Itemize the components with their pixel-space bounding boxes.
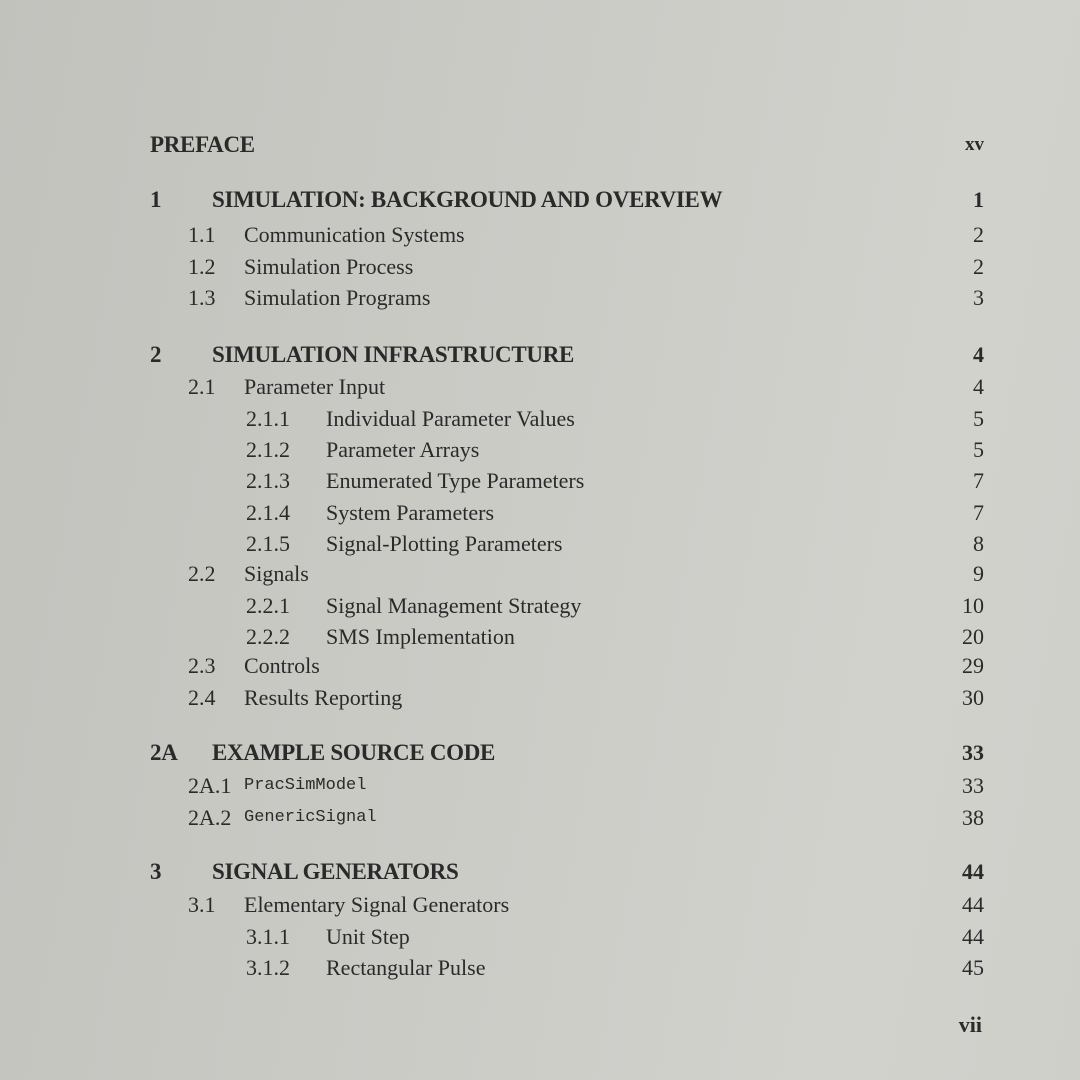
toc-entry-page: 5 — [973, 437, 984, 462]
toc-entry-title: Individual Parameter Values — [326, 406, 575, 431]
toc-entry-page: 10 — [962, 593, 984, 618]
toc-entry-page: 20 — [962, 624, 984, 649]
toc-entry-subsection — [0, 622, 1080, 652]
toc-entry-subsection — [0, 466, 1080, 496]
toc-entry-page: 33 — [962, 773, 984, 798]
toc-entry-number: 2.1.5 — [246, 531, 290, 556]
toc-entry-subsection — [0, 922, 1080, 952]
toc-entry-title: Results Reporting — [244, 685, 403, 710]
toc-entry-title: Simulation Programs — [244, 285, 431, 310]
toc-entry-number: 2.1.2 — [246, 437, 290, 462]
toc-entry-title: Communication Systems — [244, 222, 465, 247]
toc-entry-title: Enumerated Type Parameters — [326, 468, 585, 493]
toc-entry-title: EXAMPLE SOURCE CODE — [212, 740, 496, 765]
toc-entry-number: 2A.1 — [188, 773, 232, 798]
toc-entry-number: 2.1 — [188, 374, 216, 399]
toc-entry-section — [0, 283, 1080, 313]
toc-entry-title: Parameter Input — [244, 374, 386, 399]
toc-entry-page: 3 — [973, 285, 984, 310]
toc-entry-number: 1.2 — [188, 254, 216, 279]
toc-entry-chapter — [0, 340, 1080, 370]
toc-entry-section-code — [0, 771, 1080, 801]
toc-entry-section — [0, 372, 1080, 402]
toc-entry-number: 2.2.1 — [246, 593, 290, 618]
toc-entry-page: 2 — [973, 254, 984, 279]
toc-entry-subsection — [0, 404, 1080, 434]
toc-entry-number: 3.1.1 — [246, 924, 290, 949]
toc-entry-chapter — [0, 185, 1080, 215]
toc-entry-title: SIMULATION: BACKGROUND AND OVERVIEW — [212, 187, 723, 212]
toc-entry-page: 38 — [962, 805, 984, 830]
toc-entry-title: Rectangular Pulse — [326, 955, 486, 980]
toc-entry-title: Signals — [244, 561, 309, 586]
toc-entry-page: 2 — [973, 222, 984, 247]
toc-entry-page: 4 — [973, 342, 984, 367]
toc-entry-section — [0, 683, 1080, 713]
toc-entry-number: 3.1.2 — [246, 955, 290, 980]
toc-entry-number: 2 — [150, 342, 162, 367]
toc-entry-section — [0, 220, 1080, 250]
toc-entry-subsection — [0, 591, 1080, 621]
toc-entry-page: 44 — [962, 924, 984, 949]
toc-entry-page: 7 — [973, 500, 984, 525]
toc-entry-number: 2.1.4 — [246, 500, 290, 525]
toc-entry-title: Elementary Signal Generators — [244, 892, 510, 917]
toc-entry-number: 1 — [150, 187, 162, 212]
toc-entry-title: PracSimModel — [244, 776, 367, 795]
toc-entry-number: 2A.2 — [188, 805, 232, 830]
toc-entry-page: xv — [965, 134, 984, 155]
toc-entry-title: Controls — [244, 653, 320, 678]
page-number-folio: vii — [958, 1012, 982, 1037]
toc-entry-title: PREFACE — [150, 132, 255, 157]
toc-entry-page: 9 — [973, 561, 984, 586]
toc-entry-number: 3.1 — [188, 892, 216, 917]
toc-entry-section — [0, 890, 1080, 920]
toc-entry-section — [0, 651, 1080, 681]
toc-entry-title: Unit Step — [326, 924, 410, 949]
toc-entry-title: Signal Management Strategy — [326, 593, 582, 618]
toc-entry-chapter — [0, 130, 1080, 160]
toc-entry-page: 44 — [962, 859, 984, 884]
toc-entry-chapter — [0, 857, 1080, 887]
toc-entry-page: 8 — [973, 531, 984, 556]
toc-entry-title: Parameter Arrays — [326, 437, 480, 462]
toc-entry-page: 4 — [973, 374, 984, 399]
toc-entry-section — [0, 252, 1080, 282]
toc-entry-number: 1.3 — [188, 285, 216, 310]
toc-entry-title: GenericSignal — [244, 808, 377, 827]
toc-entry-title: SIMULATION INFRASTRUCTURE — [212, 342, 575, 367]
toc-entry-page: 1 — [973, 187, 984, 212]
toc-entry-number: 3 — [150, 859, 162, 884]
toc-entry-page: 5 — [973, 406, 984, 431]
toc-entry-number: 1.1 — [188, 222, 216, 247]
toc-entry-section — [0, 559, 1080, 589]
toc-entry-page: 33 — [962, 740, 984, 765]
toc-entry-section-code — [0, 803, 1080, 833]
toc-entry-title: Simulation Process — [244, 254, 414, 279]
toc-entry-page: 29 — [962, 653, 984, 678]
toc-entry-number: 2.3 — [188, 653, 216, 678]
toc-entry-number: 2.2.2 — [246, 624, 290, 649]
toc-entry-chapter — [0, 738, 1080, 768]
toc-entry-title: System Parameters — [326, 500, 495, 525]
toc-entry-page: 45 — [962, 955, 984, 980]
toc-entry-number: 2A — [150, 740, 178, 765]
toc-entry-title: Signal-Plotting Parameters — [326, 531, 563, 556]
toc-entry-number: 2.2 — [188, 561, 216, 586]
toc-entry-subsection — [0, 435, 1080, 465]
toc-entry-number: 2.4 — [188, 685, 216, 710]
toc-entry-subsection — [0, 498, 1080, 528]
toc-entry-page: 30 — [962, 685, 984, 710]
toc-entry-title: SIGNAL GENERATORS — [212, 859, 459, 884]
toc-entry-number: 2.1.3 — [246, 468, 290, 493]
toc-entry-subsection — [0, 529, 1080, 559]
toc-entry-page: 44 — [962, 892, 984, 917]
toc-entry-number: 2.1.1 — [246, 406, 290, 431]
toc-entry-page: 7 — [973, 468, 984, 493]
toc-entry-subsection — [0, 953, 1080, 983]
toc-entry-title: SMS Implementation — [326, 624, 515, 649]
